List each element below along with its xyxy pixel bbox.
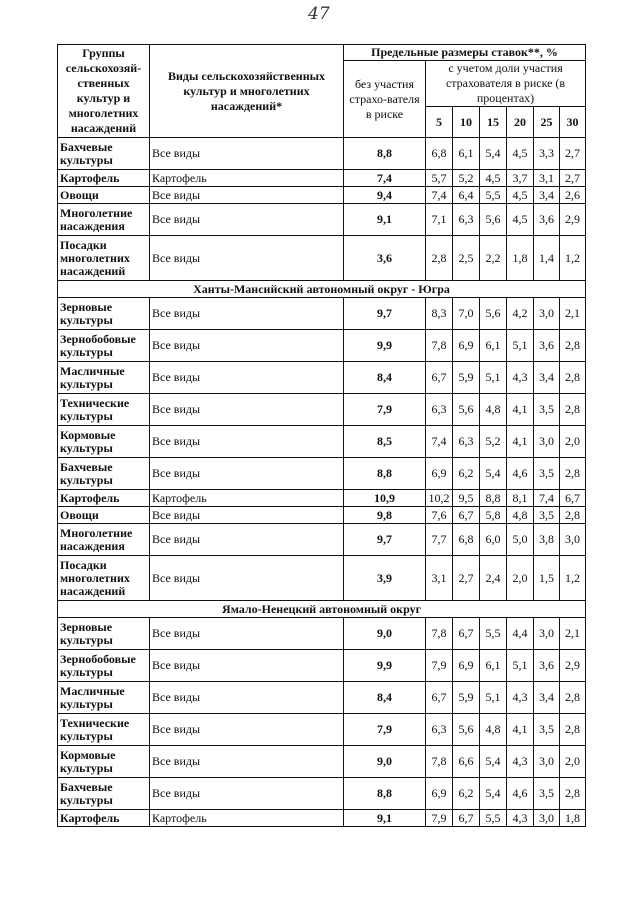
crop-kind: Все виды (150, 556, 344, 601)
header-no-share: без участия страхо-вателя в риске (344, 61, 426, 138)
rate-no-share: 3,9 (344, 556, 426, 601)
rate-share-value: 1,8 (507, 236, 534, 281)
rate-share-value: 6,9 (453, 650, 480, 682)
rate-share-value: 1,4 (534, 236, 560, 281)
header-share-level: 5 (426, 107, 453, 138)
crop-kind: Все виды (150, 507, 344, 524)
header-group: Группы сельскохозяй-ственных культур и многолетних насаждений (58, 45, 150, 138)
rate-share-value: 4,5 (507, 187, 534, 204)
rate-share-value: 4,5 (507, 138, 534, 170)
rate-share-value: 2,8 (560, 714, 586, 746)
rate-share-value: 6,6 (453, 746, 480, 778)
rate-share-value: 6,3 (426, 394, 453, 426)
rate-share-value: 5,9 (453, 682, 480, 714)
crop-group: Масличные культуры (58, 682, 150, 714)
rate-share-value: 7,7 (426, 524, 453, 556)
rate-share-value: 5,6 (480, 204, 507, 236)
crop-kind: Картофель (150, 490, 344, 507)
rate-share-value: 3,6 (534, 330, 560, 362)
rate-share-value: 4,6 (507, 458, 534, 490)
rate-share-value: 2,9 (560, 650, 586, 682)
crop-group: Кормовые культуры (58, 746, 150, 778)
crop-kind: Все виды (150, 714, 344, 746)
rate-no-share: 7,9 (344, 394, 426, 426)
rate-share-value: 6,3 (426, 714, 453, 746)
crop-group: Зерновые культуры (58, 618, 150, 650)
rate-share-value: 5,4 (480, 746, 507, 778)
rate-share-value: 7,4 (426, 187, 453, 204)
header-share: с учетом доли участия страхователя в риске (в процентах) (426, 61, 586, 107)
rate-share-value: 2,1 (560, 298, 586, 330)
table-row (58, 330, 586, 362)
rate-share-value: 6,3 (453, 204, 480, 236)
crop-group: Бахчевые культуры (58, 138, 150, 170)
rate-share-value: 6,7 (453, 810, 480, 827)
table-row (58, 778, 586, 810)
rate-share-value: 7,4 (426, 426, 453, 458)
rate-share-value: 4,4 (507, 618, 534, 650)
table-row (58, 490, 586, 507)
rate-share-value: 2,0 (507, 556, 534, 601)
crop-kind: Все виды (150, 746, 344, 778)
rate-share-value: 4,3 (507, 746, 534, 778)
insurance-rates-table (57, 44, 586, 827)
rate-share-value: 6,0 (480, 524, 507, 556)
page-number: 47 (308, 4, 330, 24)
rate-share-value: 6,1 (453, 138, 480, 170)
rate-share-value: 6,7 (453, 618, 480, 650)
rate-share-value: 8,1 (507, 490, 534, 507)
rate-share-value: 10,2 (426, 490, 453, 507)
rate-share-value: 6,8 (426, 138, 453, 170)
rate-no-share: 8,8 (344, 778, 426, 810)
rate-share-value: 7,8 (426, 330, 453, 362)
rate-share-value: 7,0 (453, 298, 480, 330)
table-row (58, 714, 586, 746)
rate-share-value: 5,2 (480, 426, 507, 458)
rate-share-value: 4,5 (480, 170, 507, 187)
crop-group: Посадки многолетних насаждений (58, 236, 150, 281)
table-row (58, 236, 586, 281)
rate-share-value: 3,6 (534, 650, 560, 682)
rate-share-value: 5,4 (480, 138, 507, 170)
rate-share-value: 3,4 (534, 187, 560, 204)
table-row (58, 426, 586, 458)
rate-share-value: 2,8 (560, 682, 586, 714)
rate-share-value: 2,8 (426, 236, 453, 281)
rate-share-value: 6,7 (560, 490, 586, 507)
header-share-level: 20 (507, 107, 534, 138)
rate-share-value: 3,0 (534, 746, 560, 778)
rate-share-value: 3,6 (534, 204, 560, 236)
rate-share-value: 2,8 (560, 330, 586, 362)
rate-share-value: 3,0 (534, 298, 560, 330)
crop-group: Картофель (58, 490, 150, 507)
rate-no-share: 9,0 (344, 746, 426, 778)
crop-kind: Картофель (150, 170, 344, 187)
crop-group: Масличные культуры (58, 362, 150, 394)
rate-share-value: 3,0 (534, 810, 560, 827)
table-row (58, 810, 586, 827)
rate-share-value: 3,5 (534, 507, 560, 524)
rate-share-value: 6,2 (453, 458, 480, 490)
rate-share-value: 2,7 (560, 138, 586, 170)
rate-share-value: 4,1 (507, 714, 534, 746)
crop-group: Овощи (58, 187, 150, 204)
rate-share-value: 7,8 (426, 746, 453, 778)
table-row (58, 138, 586, 170)
rate-share-value: 5,9 (453, 362, 480, 394)
rate-share-value: 6,1 (480, 650, 507, 682)
rate-no-share: 8,5 (344, 426, 426, 458)
crop-group: Овощи (58, 507, 150, 524)
header-kind: Виды сельскохозяйственных культур и многолетних насаждений* (150, 45, 344, 138)
crop-kind: Все виды (150, 236, 344, 281)
table-row (58, 507, 586, 524)
rate-share-value: 4,8 (480, 394, 507, 426)
crop-group: Посадки многолетних насаждений (58, 556, 150, 601)
rate-share-value: 4,3 (507, 682, 534, 714)
crop-kind: Все виды (150, 458, 344, 490)
rate-share-value: 3,1 (426, 556, 453, 601)
rate-share-value: 2,6 (560, 187, 586, 204)
rate-share-value: 1,2 (560, 236, 586, 281)
rate-share-value: 4,2 (507, 298, 534, 330)
rate-no-share: 9,1 (344, 810, 426, 827)
rate-share-value: 1,5 (534, 556, 560, 601)
crop-group: Картофель (58, 170, 150, 187)
rate-share-value: 4,5 (507, 204, 534, 236)
crop-kind: Все виды (150, 298, 344, 330)
crop-kind: Все виды (150, 187, 344, 204)
header-share-level: 30 (560, 107, 586, 138)
rate-share-value: 1,8 (560, 810, 586, 827)
rate-share-value: 2,5 (453, 236, 480, 281)
crop-kind: Все виды (150, 650, 344, 682)
table-row (58, 618, 586, 650)
crop-group: Многолетние насаждения (58, 204, 150, 236)
rate-share-value: 2,8 (560, 362, 586, 394)
crop-kind: Все виды (150, 682, 344, 714)
rate-share-value: 7,4 (534, 490, 560, 507)
rate-share-value: 3,0 (534, 618, 560, 650)
rate-no-share: 9,9 (344, 650, 426, 682)
rate-share-value: 5,6 (453, 394, 480, 426)
rate-share-value: 2,4 (480, 556, 507, 601)
rate-share-value: 3,5 (534, 778, 560, 810)
crop-group: Кормовые культуры (58, 426, 150, 458)
rate-share-value: 6,4 (453, 187, 480, 204)
crop-kind: Все виды (150, 778, 344, 810)
table-row (58, 204, 586, 236)
rate-share-value: 4,1 (507, 426, 534, 458)
rate-share-value: 8,8 (480, 490, 507, 507)
rate-no-share: 9,1 (344, 204, 426, 236)
table-row (58, 650, 586, 682)
rate-share-value: 2,2 (480, 236, 507, 281)
rate-share-value: 5,5 (480, 810, 507, 827)
crop-group: Многолетние насаждения (58, 524, 150, 556)
rate-share-value: 6,9 (426, 458, 453, 490)
table-row (58, 458, 586, 490)
table-row (58, 170, 586, 187)
crop-group: Бахчевые культуры (58, 458, 150, 490)
rate-share-value: 4,1 (507, 394, 534, 426)
rate-share-value: 5,4 (480, 458, 507, 490)
rate-share-value: 5,2 (453, 170, 480, 187)
rate-share-value: 2,8 (560, 507, 586, 524)
crop-kind: Все виды (150, 138, 344, 170)
region-heading: Ханты-Мансийский автономный округ - Югра (58, 281, 586, 298)
rate-no-share: 7,4 (344, 170, 426, 187)
header-share-level: 15 (480, 107, 507, 138)
header-share-level: 25 (534, 107, 560, 138)
rate-share-value: 2,8 (560, 458, 586, 490)
rate-share-value: 6,7 (426, 362, 453, 394)
rate-no-share: 8,4 (344, 362, 426, 394)
rate-share-value: 3,7 (507, 170, 534, 187)
rate-no-share: 10,9 (344, 490, 426, 507)
crop-kind: Все виды (150, 524, 344, 556)
crop-kind: Все виды (150, 362, 344, 394)
header-share-level: 10 (453, 107, 480, 138)
rate-share-value: 3,5 (534, 458, 560, 490)
header-limits: Предельные размеры ставок**, % (344, 45, 586, 61)
rate-share-value: 5,8 (480, 507, 507, 524)
rate-no-share: 9,9 (344, 330, 426, 362)
crop-group: Технические культуры (58, 394, 150, 426)
rate-share-value: 5,6 (480, 298, 507, 330)
rate-share-value: 6,7 (453, 507, 480, 524)
rate-no-share: 9,0 (344, 618, 426, 650)
crop-group: Технические культуры (58, 714, 150, 746)
rate-share-value: 6,2 (453, 778, 480, 810)
rate-no-share: 3,6 (344, 236, 426, 281)
rate-share-value: 5,7 (426, 170, 453, 187)
rate-share-value: 5,6 (453, 714, 480, 746)
crop-kind: Все виды (150, 330, 344, 362)
rate-no-share: 8,8 (344, 458, 426, 490)
rate-share-value: 2,7 (560, 170, 586, 187)
rate-share-value: 7,8 (426, 618, 453, 650)
rate-share-value: 3,4 (534, 362, 560, 394)
rate-no-share: 8,4 (344, 682, 426, 714)
rate-no-share: 9,7 (344, 524, 426, 556)
rate-share-value: 3,3 (534, 138, 560, 170)
rate-share-value: 7,9 (426, 810, 453, 827)
rate-share-value: 5,1 (480, 362, 507, 394)
table-row (58, 524, 586, 556)
table-row (58, 556, 586, 601)
rate-share-value: 6,8 (453, 524, 480, 556)
rate-share-value: 7,9 (426, 650, 453, 682)
rate-share-value: 6,1 (480, 330, 507, 362)
rate-share-value: 4,8 (480, 714, 507, 746)
rate-share-value: 5,1 (507, 330, 534, 362)
rate-share-value: 3,4 (534, 682, 560, 714)
crop-kind: Картофель (150, 810, 344, 827)
rate-share-value: 6,9 (426, 778, 453, 810)
rate-no-share: 8,8 (344, 138, 426, 170)
rate-share-value: 4,3 (507, 810, 534, 827)
crop-group: Зернобобовые культуры (58, 650, 150, 682)
rate-share-value: 4,8 (507, 507, 534, 524)
table-row (58, 187, 586, 204)
table-row (58, 746, 586, 778)
rate-share-value: 6,9 (453, 330, 480, 362)
crop-kind: Все виды (150, 394, 344, 426)
rate-share-value: 3,5 (534, 394, 560, 426)
rate-share-value: 6,3 (453, 426, 480, 458)
crop-group: Зерновые культуры (58, 298, 150, 330)
rate-share-value: 5,1 (480, 682, 507, 714)
rate-share-value: 2,7 (453, 556, 480, 601)
crop-group: Бахчевые культуры (58, 778, 150, 810)
crop-kind: Все виды (150, 426, 344, 458)
rate-share-value: 3,0 (560, 524, 586, 556)
rate-share-value: 5,5 (480, 187, 507, 204)
rate-share-value: 3,8 (534, 524, 560, 556)
table-row (58, 394, 586, 426)
rate-share-value: 4,3 (507, 362, 534, 394)
crop-group: Картофель (58, 810, 150, 827)
rate-share-value: 5,1 (507, 650, 534, 682)
rate-share-value: 5,5 (480, 618, 507, 650)
rate-share-value: 6,7 (426, 682, 453, 714)
rate-share-value: 8,3 (426, 298, 453, 330)
rate-share-value: 9,5 (453, 490, 480, 507)
table-row (58, 682, 586, 714)
rate-no-share: 7,9 (344, 714, 426, 746)
rate-share-value: 2,0 (560, 426, 586, 458)
rate-share-value: 3,0 (534, 426, 560, 458)
rate-share-value: 5,0 (507, 524, 534, 556)
rate-no-share: 9,7 (344, 298, 426, 330)
rate-share-value: 2,8 (560, 394, 586, 426)
rate-share-value: 3,5 (534, 714, 560, 746)
rate-share-value: 7,6 (426, 507, 453, 524)
crop-kind: Все виды (150, 204, 344, 236)
rate-share-value: 3,1 (534, 170, 560, 187)
table-row (58, 298, 586, 330)
rate-share-value: 4,6 (507, 778, 534, 810)
rate-share-value: 5,4 (480, 778, 507, 810)
rate-share-value: 1,2 (560, 556, 586, 601)
crop-group: Зернобобовые культуры (58, 330, 150, 362)
rate-share-value: 7,1 (426, 204, 453, 236)
rate-share-value: 2,1 (560, 618, 586, 650)
table-row (58, 362, 586, 394)
rate-no-share: 9,4 (344, 187, 426, 204)
rate-share-value: 2,0 (560, 746, 586, 778)
rate-share-value: 2,8 (560, 778, 586, 810)
crop-kind: Все виды (150, 618, 344, 650)
rate-no-share: 9,8 (344, 507, 426, 524)
region-heading: Ямало-Ненецкий автономный округ (58, 601, 586, 618)
rate-share-value: 2,9 (560, 204, 586, 236)
